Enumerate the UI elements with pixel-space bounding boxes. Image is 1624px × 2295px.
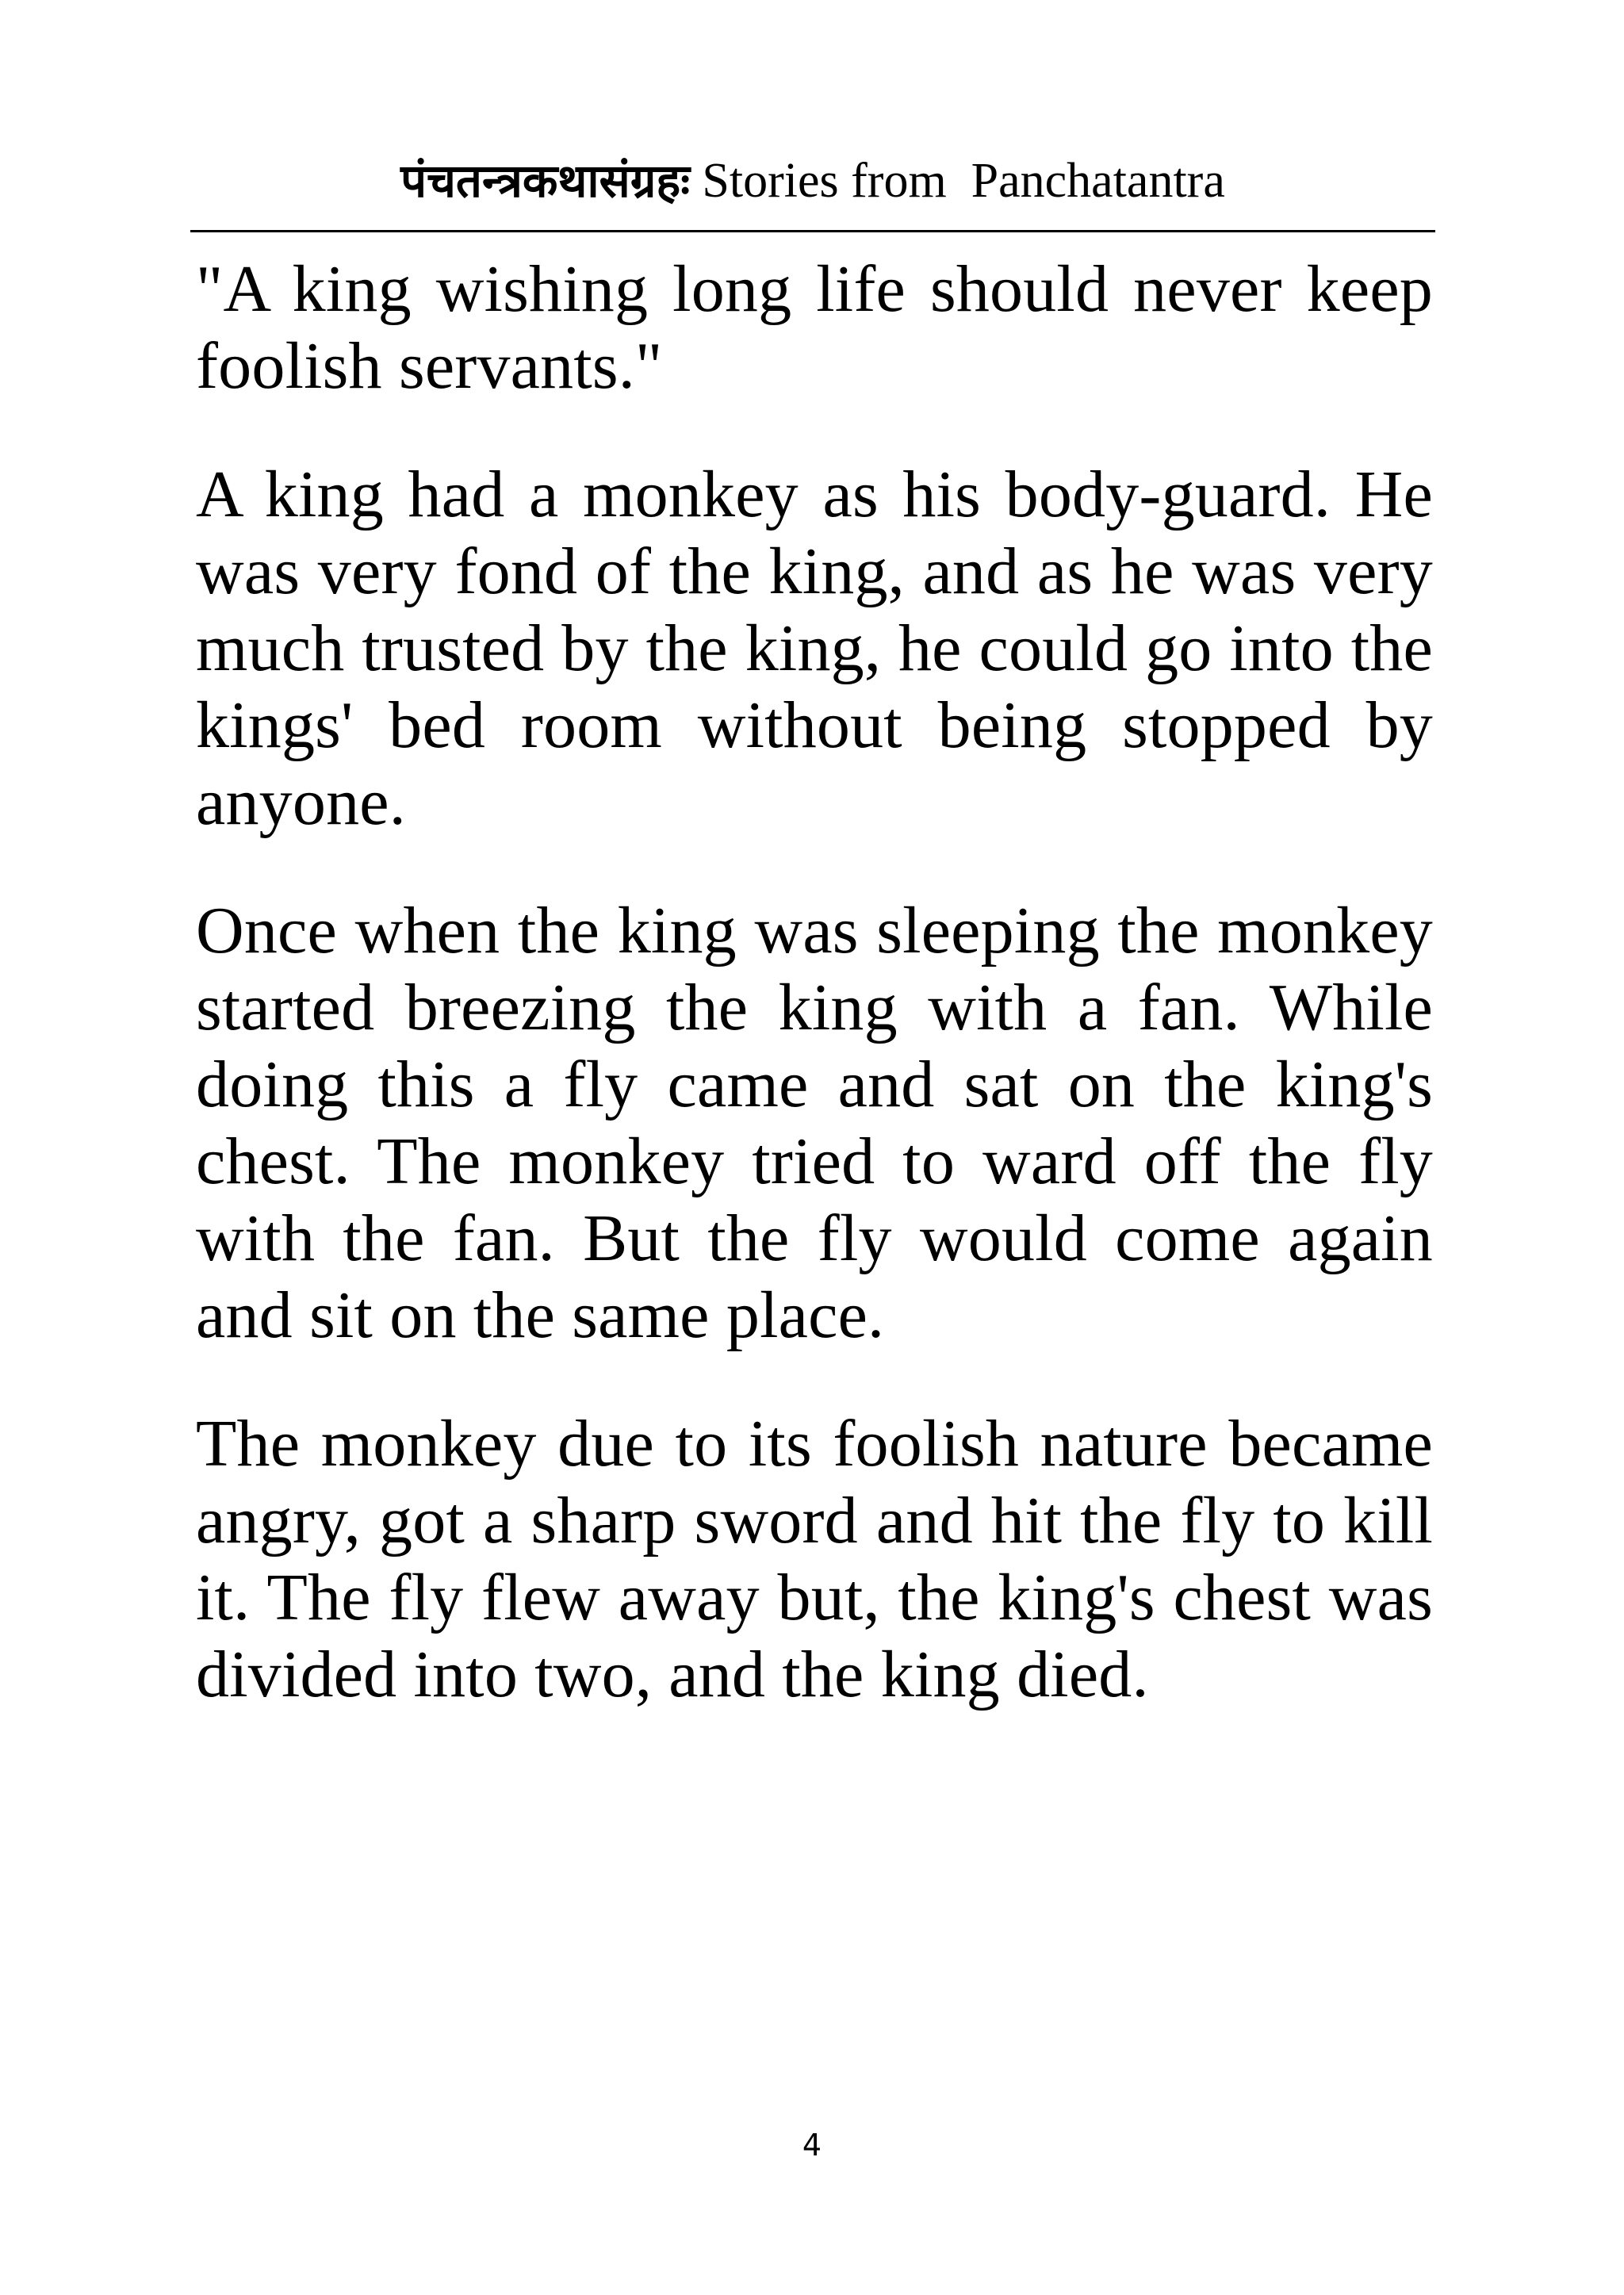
paragraph-ending: The monkey due to its foolish nature became angry, got a sharp sword and hit the fly to kill it. The fly flew away but, the king's chest was divided into two, and the king died.: [196, 1407, 1433, 1711]
paragraph-fly: Once when the king was sleeping the monkey started breezing the king with a fan. While doing this a fly came and sat on the king's chest. The monkey tried to ward off the fly with the fan. But the fly would come again and sit on the same place.: [196, 894, 1433, 1352]
header-title-english: [690, 154, 1225, 208]
paragraph-bodyguard: A king had a monkey as his body-guard. He was very fond of the king, and as he was very much trusted by the king, he could go into the kings' bed room without being stopped by anyone.: [196, 458, 1433, 839]
running-header: [190, 141, 1435, 220]
paragraph-moral: "A king wishing long life should never keep foolish servants.": [196, 252, 1433, 403]
header-title-sanskrit: पंचतन्त्रकथासंग्रहः: [400, 154, 690, 208]
header-title-english-text: Stories from Panchatantra: [702, 154, 1225, 208]
story-body: [196, 251, 1433, 1764]
page-number: 4: [802, 2128, 822, 2163]
header-divider: [190, 230, 1435, 232]
